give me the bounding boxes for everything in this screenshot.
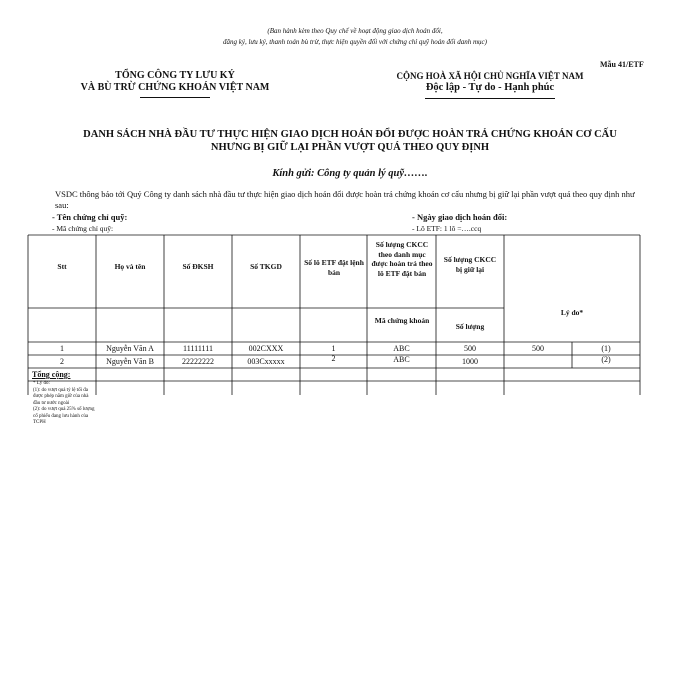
total-label: Tổng cộng: bbox=[32, 370, 71, 379]
reason-footnote bbox=[33, 381, 95, 427]
header-held-qty: Số lượng bbox=[455, 322, 485, 331]
regulation-note-line-2: đăng ký, lưu ký, thanh toán bù trừ, thực hiện quyền đối với chứng chỉ quỹ hoán đổi danh mục) bbox=[223, 38, 487, 46]
row2-code: ABC bbox=[393, 355, 410, 364]
row2-name: Nguyễn Văn B bbox=[106, 357, 154, 366]
org-right-line-1: CỘNG HOÀ XÃ HỘI CHỦ NGHĨA VIỆT NAM bbox=[396, 71, 584, 81]
addressee: Kính gửi: Công ty quản lý quỹ……. bbox=[272, 168, 428, 179]
row1-reason: (1) bbox=[601, 344, 611, 353]
header-ckcc-amount: Số lượng CKCC theo danh mục được hoàn trả theo lô ETF đặt bán bbox=[371, 240, 433, 278]
header-lots: Số lô ETF đặt lệnh bán bbox=[304, 258, 364, 277]
org-right-line-2: Độc lập - Tự do - Hạnh phúc bbox=[425, 82, 555, 93]
row1-code: ABC bbox=[393, 344, 410, 353]
header-reason: Lý do* bbox=[560, 308, 584, 317]
row2-stt: 2 bbox=[60, 357, 64, 366]
row1-amount: 500 bbox=[464, 344, 476, 353]
row1-dksh: 11111111 bbox=[183, 344, 213, 353]
footnote-reason-1: (1): do vượt quá tỷ lệ tối đa được phép nắm giữ của nhà đầu tư nước ngoài bbox=[33, 387, 89, 406]
org-left-underline bbox=[140, 97, 210, 98]
row2-amount: 1000 bbox=[462, 357, 478, 366]
header-ckcc-code: Mã chứng khoán bbox=[374, 316, 430, 325]
row2-reason: (2) bbox=[601, 355, 611, 364]
regulation-note-line-1: (Ban hành kèm theo Quy chế về hoạt động giao dịch hoán đổi, bbox=[267, 27, 443, 35]
footnote-title: * Lý do: bbox=[33, 381, 50, 386]
header-held: Số lượng CKCC bị giữ lại bbox=[443, 255, 497, 274]
document-title bbox=[40, 128, 660, 154]
form-number: Mẫu 41/ETF bbox=[600, 60, 644, 69]
row2-lots: 2 bbox=[331, 354, 336, 363]
header-stt: Stt bbox=[57, 262, 67, 271]
org-right-block bbox=[360, 70, 620, 94]
lot-label: - Lô ETF: 1 lô =….ccq bbox=[412, 224, 482, 233]
row1-lots: 1 bbox=[331, 344, 336, 353]
fund-name-label: - Tên chứng chỉ quỹ: bbox=[52, 212, 128, 222]
row2-tkgd: 003Cxxxxx bbox=[247, 357, 285, 366]
fund-code-label: - Mã chứng chỉ quỹ: bbox=[52, 224, 114, 233]
row2-dksh: 22222222 bbox=[182, 357, 214, 366]
row1-tkgd: 002CXXX bbox=[248, 344, 284, 353]
header-tkgd: Số TKGD bbox=[250, 262, 282, 271]
org-right-underline bbox=[425, 98, 555, 99]
header-dksh: Số ĐKSH bbox=[182, 262, 214, 271]
header-name: Họ và tên bbox=[114, 262, 146, 271]
footnote-reason-2: (2): do vượt quá 25% số lượng cổ phiếu đang lưu hành của TCPH bbox=[33, 407, 95, 425]
row1-stt: 1 bbox=[60, 344, 64, 353]
title-line-1: DANH SÁCH NHÀ ĐẦU TƯ THỰC HIỆN GIAO DỊCH HOÁN ĐỔI ĐƯỢC HOÀN TRẢ CHỨNG KHOÁN CƠ CẤU bbox=[83, 129, 617, 140]
title-line-2: NHƯNG BỊ GIỮ LẠI PHẦN VƯỢT QUÁ THEO QUY ĐỊNH bbox=[210, 142, 490, 153]
trade-date-label: - Ngày giao dịch hoán đổi: bbox=[412, 212, 508, 222]
row1-held: 500 bbox=[532, 344, 544, 353]
row1-name: Nguyễn Văn A bbox=[106, 344, 154, 353]
org-left-line-2: VÀ BÙ TRỪ CHỨNG KHOÁN VIỆT NAM bbox=[80, 82, 270, 93]
org-left-line-1: TỔNG CÔNG TY LƯU KÝ bbox=[115, 70, 235, 81]
org-left-block bbox=[55, 70, 295, 94]
intro-paragraph: VSDC thông báo tới Quý Công ty danh sách nhà đầu tư thực hiện giao dịch hoán đổi được hoàn trả chứng khoán cơ cấu nhưng bị giữ lại phần vượt quá theo quy định như sau: bbox=[55, 189, 635, 210]
